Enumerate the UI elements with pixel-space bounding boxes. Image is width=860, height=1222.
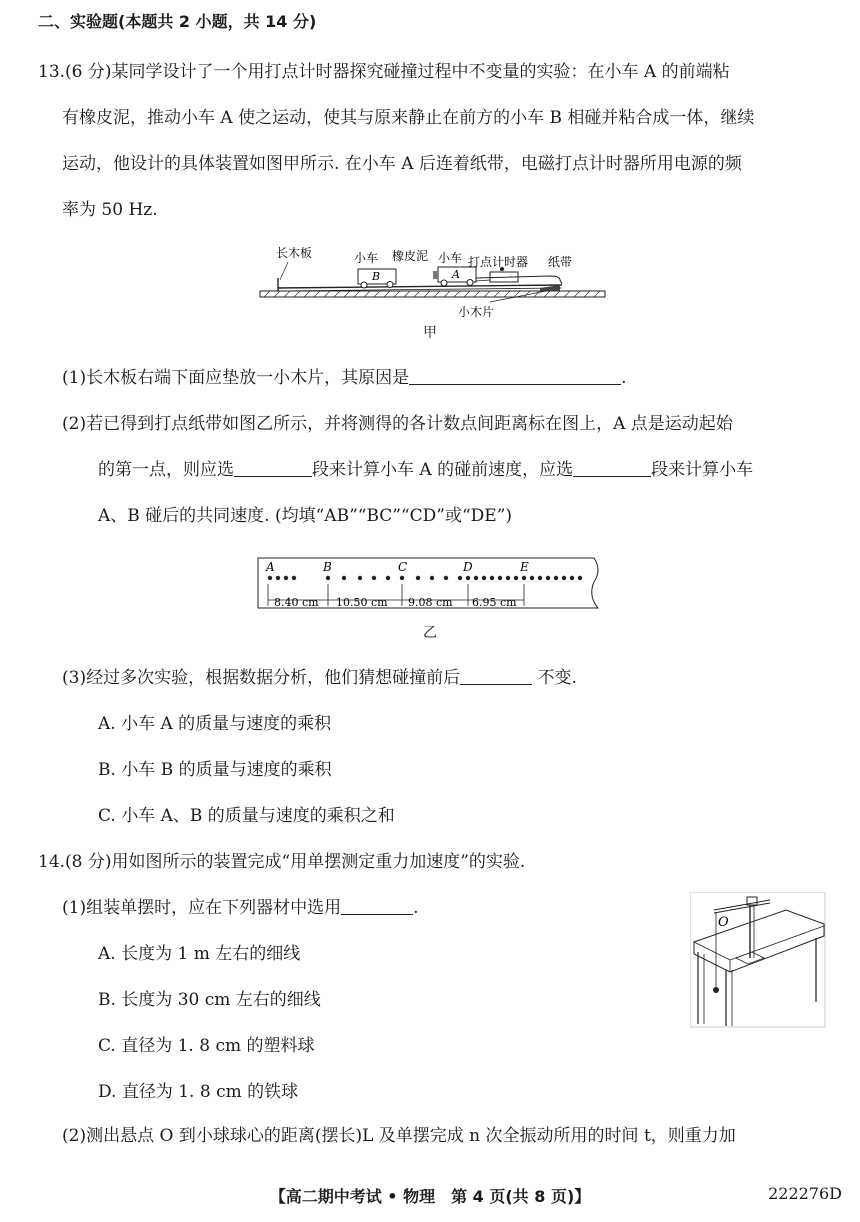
q13-text-line-3: 运动，他设计的具体装置如图甲所示. 在小车 A 后连着纸带，电磁打点计时器所用电源的频	[62, 154, 742, 174]
q13-text-line-1: 13.(6 分)某同学设计了一个用打点计时器探究碰撞过程中不变量的实验：在小车 A 的前端粘	[38, 62, 730, 82]
label-cart-a: 小车	[438, 251, 463, 265]
q13-option-b[interactable]: B. 小车 B 的质量与速度的乘积	[98, 760, 332, 780]
q14-part-2: (2)测出悬点 O 到小球球心的距离(摆长)L 及单摆完成 n 次全振动所用的时间 t，则重力加	[62, 1126, 736, 1146]
distance-bc: 10.50 cm	[336, 596, 388, 609]
label-clay: 橡皮泥	[392, 249, 429, 263]
q14-option-c[interactable]: C. 直径为 1. 8 cm 的塑料球	[98, 1036, 315, 1056]
distance-cd: 9.08 cm	[408, 596, 453, 609]
q14-part-1: (1)组装单摆时，应在下列器材中选用 .	[62, 898, 419, 918]
answer-blank-equipment[interactable]	[341, 896, 413, 915]
q14-option-a[interactable]: A. 长度为 1 m 左右的细线	[98, 944, 301, 964]
exam-code: 222276D	[768, 1184, 842, 1203]
q14-option-b[interactable]: B. 长度为 30 cm 左右的细线	[98, 990, 321, 1010]
q13-text-line-2: 有橡皮泥，推动小车 A 使之运动，使其与原来静止在前方的小车 B 相碰并粘合成一体，继续	[62, 108, 755, 128]
figure-ticker-tape	[256, 556, 606, 614]
q13-part-2-line-3: A、B 碰后的共同速度. (均填“AB”“BC”“CD”或“DE”)	[98, 506, 513, 526]
q13-part-2-line-1: (2)若已得到打点纸带如图乙所示，并将测得的各计数点间距离标在图上，A 点是运动起始	[62, 414, 733, 434]
label-wood-block: 小木片	[458, 305, 495, 319]
distance-ab: 8.40 cm	[274, 596, 319, 609]
q13-option-c[interactable]: C. 小车 A、B 的质量与速度的乘积之和	[98, 806, 395, 826]
q14-text-line-1: 14.(8 分)用如图所示的装置完成“用单摆测定重力加速度”的实验.	[38, 852, 526, 872]
label-tape: 纸带	[548, 255, 573, 269]
q13-text-line-4: 率为 50 Hz.	[62, 200, 158, 220]
figure-pendulum-apparatus	[690, 892, 826, 1028]
figure-cart-apparatus	[250, 242, 610, 322]
label-pivot-o: O	[718, 915, 729, 930]
q13-part-1: (1)长木板右端下面应垫放一小木片，其原因是 .	[62, 368, 627, 388]
q13-part-3: (3)经过多次实验，根据数据分析，他们猜想碰撞前后 不变.	[62, 668, 577, 688]
q13-option-a[interactable]: A. 小车 A 的质量与速度的乘积	[98, 714, 332, 734]
figure-caption-yi: 乙	[423, 625, 437, 641]
section-title: 二、实验题(本题共 2 小题，共 14 分)	[38, 12, 317, 31]
tape-point-a: A	[266, 560, 275, 574]
tape-point-c: C	[398, 560, 408, 574]
q14-option-d[interactable]: D. 直径为 1. 8 cm 的铁球	[98, 1082, 299, 1102]
tape-point-b: B	[323, 560, 332, 574]
label-long-board: 长木板	[276, 246, 313, 260]
answer-blank-before-segment[interactable]	[234, 458, 312, 477]
tape-point-e: E	[520, 560, 529, 574]
answer-blank-invariant[interactable]	[460, 666, 532, 685]
letter-cart-a: A	[452, 268, 460, 281]
tape-point-d: D	[463, 560, 473, 574]
answer-blank-after-segment[interactable]	[573, 458, 651, 477]
q13-part-2-line-2: 的第一点，则应选 段来计算小车 A 的碰前速度，应选 段来计算小车	[98, 460, 754, 480]
answer-blank-reason[interactable]	[409, 366, 621, 385]
label-cart-b: 小车	[354, 251, 379, 265]
distance-de: 6.95 cm	[472, 596, 517, 609]
label-timer: 打点计时器	[468, 255, 529, 269]
figure-caption-jia: 甲	[423, 325, 437, 341]
page-footer: 【高二期中考试 • 物理 第 4 页(共 8 页)】	[269, 1187, 591, 1206]
letter-cart-b: B	[372, 270, 381, 283]
